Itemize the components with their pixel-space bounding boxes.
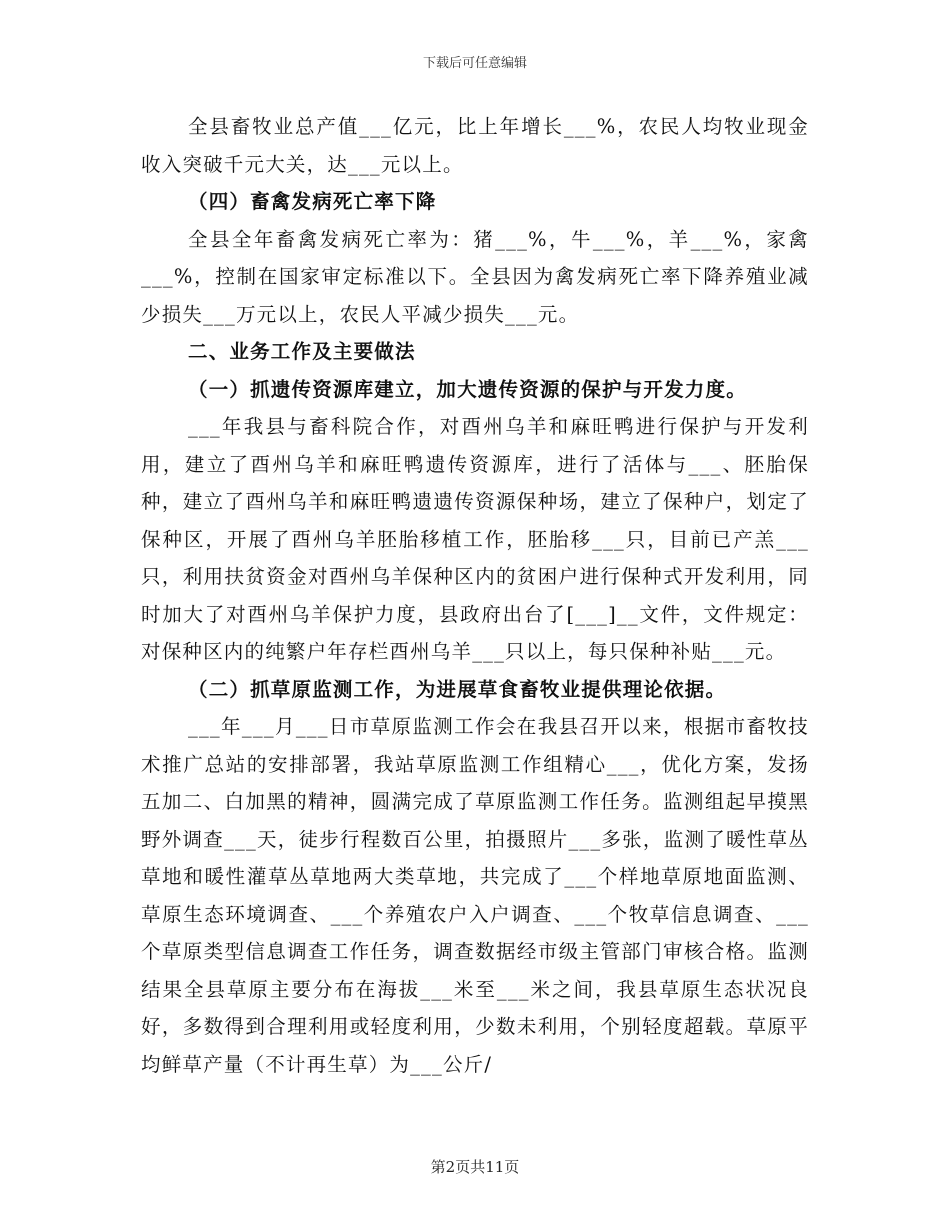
paragraph-mortality-rates: 全县全年畜禽发病死亡率为：猪___%，牛___%，羊___%，家禽___%，控制在国家审定标准以下。全县因为禽发病死亡率下降养殖业减少损失___万元以上，农民人平减少损失___元。 bbox=[141, 227, 809, 326]
page-header-note: 下载后可任意编辑 bbox=[422, 56, 527, 71]
page-number-footer: 第2页共11页 bbox=[430, 1158, 520, 1176]
heading-disease-mortality: （四）畜禽发病死亡率下降 bbox=[188, 190, 437, 213]
heading-business-work: 二、业务工作及主要做法 bbox=[188, 340, 416, 363]
document-body bbox=[141, 108, 809, 1083]
paragraph-genetic-resources: ___年我县与畜科院合作，对酉州乌羊和麻旺鸭进行保护与开发利用，建立了酉州乌羊和麻旺鸭遗传资源库，进行了活体与___、胚胎保种，建立了酉州乌羊和麻旺鸭遗遗传资源保种场，建立了保种户，划定了保种区，开展了酉州乌羊胚胎移植工作，胚胎移___只，目前已产羔___只，利用扶贫资金对酉州乌羊保种区内的贫困户进行保种式开发利用，同时加大了对酉州乌羊保护力度，县政府出台了[___]__文件，文件规定：对保种区内的纯繁户年存栏酉州乌羊___只以上，每只保种补贴___元。 bbox=[141, 415, 809, 663]
heading-grassland-monitoring: （二）抓草原监测工作，为进展草食畜牧业提供理论依据。 bbox=[188, 677, 727, 701]
heading-genetic-resources: （一）抓遗传资源库建立，加大遗传资源的保护与开发力度。 bbox=[188, 377, 747, 401]
paragraph-grassland-monitoring: ___年___月___日市草原监测工作会在我县召开以来，根据市畜牧技术推广总站的安排部署，我站草原监测工作组精心___，优化方案，发扬五加二、白加黑的精神，圆满完成了草原监测工作任务。监测组起早摸黑野外调查___天，徒步行程数百公里，拍摄照片___多张，监测了暖性草丛草地和暖性灌草丛草地两大类草地，共完成了___个样地草原地面监测、草原生态环境调查、___个养殖农户入户调查、___个牧草信息调查、___个草原类型信息调查工作任务，调查数据经市级主管部门审核合格。监测结果全县草原主要分布在海拔___米至___米之间，我县草原生态状况良好，多数得到合理利用或轻度利用，少数未利用，个别轻度超载。草原平均鲜草产量（不计再生草）为___公斤/ bbox=[141, 715, 809, 1076]
paragraph-livestock-output: 全县畜牧业总产值___亿元，比上年增长___%，农民人均牧业现金收入突破千元大关，达___元以上。 bbox=[141, 115, 809, 176]
